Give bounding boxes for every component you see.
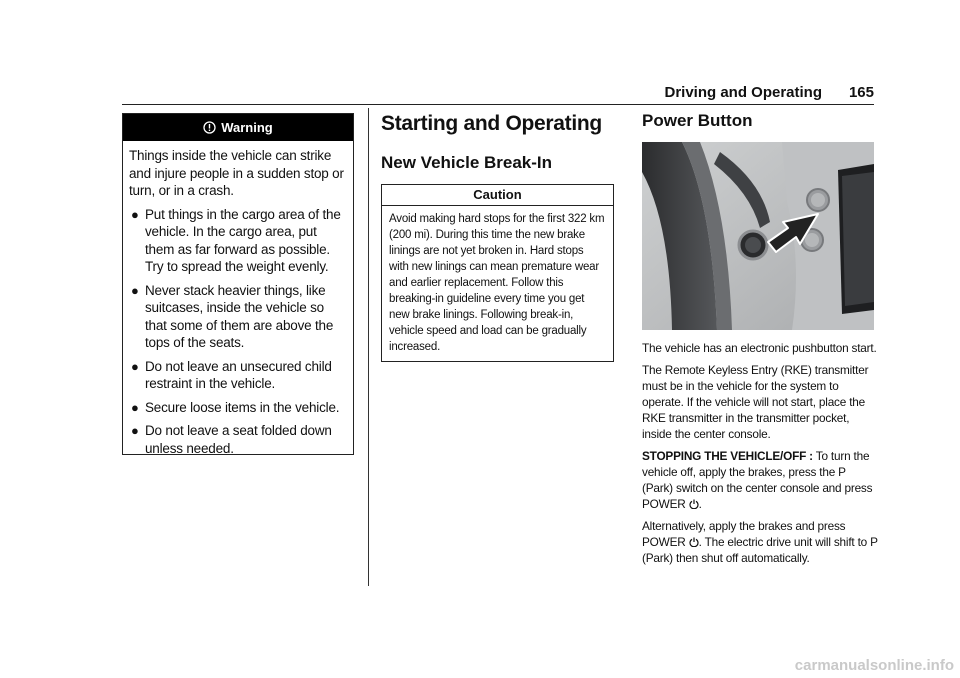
warning-intro: Things inside the vehicle can strike and injure people in a sudden stop or turn, or in a crash. — [129, 148, 344, 198]
section-heading: Starting and Operating — [381, 112, 602, 135]
caution-box — [381, 184, 614, 362]
power-button-photo — [642, 142, 874, 330]
right-column — [642, 110, 878, 572]
warning-icon — [203, 121, 216, 134]
list-item: ● Do not leave a seat folded down unless needed. — [131, 423, 332, 456]
caution-text: Avoid making hard stops for the first 322 km (200 mi). During this time the new brake linings are not yet broken in. Hard stops with new linings can mean premature wear and earlier replacement. Follow this breaking-in guideline every time you get new brake linings. Following break-in, vehicle speed and load can be gradually increased. — [389, 213, 605, 353]
paragraph: STOPPING THE VEHICLE/OFF : To turn the vehicle off, apply the brakes, press the P (Park) switch on the center console and press POWER . — [642, 449, 873, 511]
caution-title: Caution — [382, 185, 613, 206]
bullet-icon: ● — [131, 358, 139, 374]
list-item: ● Put things in the cargo area of the vehicle. In the cargo area, put them as far forward as possible. Try to spread the weight evenly. — [131, 206, 341, 274]
paragraph: The vehicle has an electronic pushbutton start. — [642, 341, 877, 355]
warning-title: Warning — [221, 120, 273, 135]
section-title: Driving and Operating — [664, 84, 822, 101]
warning-list — [129, 206, 347, 458]
watermark: carmanualsonline.info — [794, 657, 954, 674]
dashboard-illustration — [642, 142, 874, 330]
list-item: ● Never stack heavier things, like suitcases, inside the vehicle so that some of them are above the tops of the seats. — [131, 282, 334, 350]
bullet-icon: ● — [131, 399, 139, 415]
column-divider — [368, 108, 369, 586]
subsection-heading: New Vehicle Break-In — [381, 153, 553, 172]
paragraph-lead: STOPPING THE VEHICLE/OFF : — [642, 449, 813, 463]
warning-header — [123, 114, 353, 141]
power-icon — [689, 499, 699, 509]
warning-body — [123, 141, 353, 457]
power-icon — [689, 537, 699, 547]
page-number: 165 — [848, 84, 874, 101]
warning-box — [122, 113, 354, 455]
middle-column — [381, 110, 614, 362]
power-button-text — [642, 340, 878, 566]
bullet-icon: ● — [131, 206, 139, 222]
bullet-icon: ● — [131, 423, 139, 438]
list-item: ● Do not leave an unsecured child restraint in the vehicle. — [131, 358, 332, 391]
paragraph: Alternatively, apply the brakes and press POWER . The electric drive unit will shift to P (Park) then shut off automatically. — [642, 519, 878, 565]
paragraph: The Remote Keyless Entry (RKE) transmitter must be in the vehicle for the system to operate. If the vehicle will not start, place the RKE transmitter in the transmitter pocket, inside the center console. — [642, 363, 869, 441]
power-button-heading: Power Button — [642, 111, 753, 130]
page-header — [122, 84, 874, 105]
list-item: ● Secure loose items in the vehicle. — [131, 399, 340, 415]
bullet-icon: ● — [131, 282, 139, 298]
